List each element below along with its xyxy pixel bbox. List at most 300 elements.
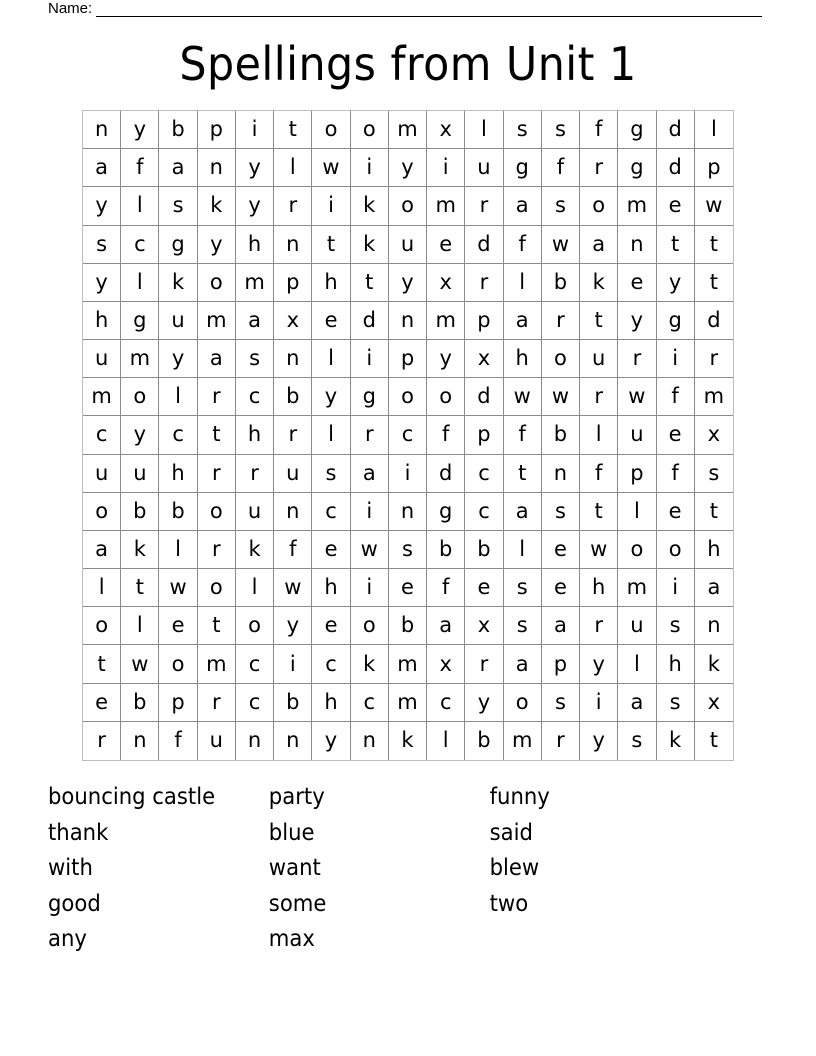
grid-cell[interactable]: y — [580, 645, 618, 683]
grid-cell[interactable]: w — [695, 187, 733, 225]
grid-cell[interactable]: d — [351, 302, 389, 340]
word-list-item: blue — [268, 819, 315, 846]
grid-cell[interactable]: t — [695, 264, 733, 302]
grid-cell[interactable]: h — [312, 569, 350, 607]
grid-cell[interactable]: k — [657, 722, 695, 760]
grid-cell[interactable]: s — [542, 187, 580, 225]
grid-cell[interactable]: y — [159, 340, 197, 378]
grid-cell[interactable]: i — [580, 684, 618, 722]
grid-cell[interactable]: b — [121, 493, 159, 531]
grid-cell[interactable]: l — [121, 264, 159, 302]
grid-cell[interactable]: l — [121, 187, 159, 225]
grid-cell[interactable]: o — [83, 493, 121, 531]
grid-cell[interactable]: m — [236, 264, 274, 302]
grid-cell[interactable]: f — [580, 455, 618, 493]
grid-cell[interactable]: a — [159, 149, 197, 187]
grid-cell[interactable]: x — [427, 111, 465, 149]
grid-cell[interactable]: i — [236, 111, 274, 149]
grid-cell[interactable]: i — [312, 187, 350, 225]
grid-cell[interactable]: b — [389, 607, 427, 645]
grid-cell[interactable]: r — [351, 416, 389, 454]
grid-cell[interactable]: m — [504, 722, 542, 760]
grid-cell[interactable]: y — [427, 340, 465, 378]
grid-cell[interactable]: b — [542, 264, 580, 302]
grid-cell[interactable]: l — [159, 531, 197, 569]
grid-cell[interactable]: o — [427, 378, 465, 416]
grid-cell[interactable]: t — [312, 226, 350, 264]
grid-cell[interactable]: u — [83, 340, 121, 378]
grid-cell[interactable]: w — [504, 378, 542, 416]
grid-cell[interactable]: r — [580, 607, 618, 645]
grid-cell[interactable]: y — [83, 264, 121, 302]
grid-cell[interactable]: e — [542, 569, 580, 607]
grid-cell[interactable]: s — [695, 455, 733, 493]
grid-cell[interactable]: w — [121, 645, 159, 683]
grid-cell[interactable]: p — [389, 340, 427, 378]
grid-cell[interactable]: f — [504, 226, 542, 264]
grid-cell[interactable]: k — [389, 722, 427, 760]
grid-cell[interactable]: f — [580, 111, 618, 149]
grid-cell[interactable]: b — [274, 378, 312, 416]
grid-cell[interactable]: m — [121, 340, 159, 378]
grid-cell[interactable]: w — [159, 569, 197, 607]
grid-cell[interactable]: d — [465, 226, 503, 264]
name-underline[interactable] — [96, 1, 762, 17]
grid-cell[interactable]: l — [695, 111, 733, 149]
grid-cell[interactable]: m — [198, 645, 236, 683]
grid-cell[interactable]: p — [465, 302, 503, 340]
grid-cell[interactable]: n — [198, 149, 236, 187]
grid-cell[interactable]: u — [83, 455, 121, 493]
grid-cell[interactable]: w — [274, 569, 312, 607]
grid-cell[interactable]: h — [312, 264, 350, 302]
grid-cell[interactable]: t — [198, 607, 236, 645]
grid-cell[interactable]: x — [427, 645, 465, 683]
grid-cell[interactable]: r — [465, 264, 503, 302]
grid-cell[interactable]: a — [504, 493, 542, 531]
grid-cell[interactable]: a — [236, 302, 274, 340]
grid-cell[interactable]: d — [657, 149, 695, 187]
grid-cell[interactable]: c — [83, 416, 121, 454]
grid-cell[interactable]: m — [198, 302, 236, 340]
grid-cell[interactable]: o — [389, 187, 427, 225]
grid-cell[interactable]: y — [618, 302, 656, 340]
grid-cell[interactable]: b — [159, 111, 197, 149]
grid-cell[interactable]: u — [618, 416, 656, 454]
grid-cell[interactable]: t — [580, 493, 618, 531]
grid-cell[interactable]: p — [695, 149, 733, 187]
word-list-item: funny — [489, 784, 550, 810]
word-search-grid[interactable] — [82, 110, 734, 761]
grid-cell[interactable]: o — [312, 111, 350, 149]
grid-cell[interactable]: x — [465, 340, 503, 378]
grid-cell[interactable]: a — [504, 187, 542, 225]
grid-cell[interactable]: a — [83, 149, 121, 187]
grid-cell[interactable]: s — [542, 684, 580, 722]
grid-cell[interactable]: s — [504, 607, 542, 645]
grid-cell[interactable]: i — [351, 493, 389, 531]
grid-cell[interactable]: c — [351, 684, 389, 722]
grid-cell[interactable]: l — [236, 569, 274, 607]
grid-cell[interactable]: l — [465, 111, 503, 149]
grid-cell[interactable]: t — [83, 645, 121, 683]
grid-cell[interactable]: l — [159, 378, 197, 416]
grid-cell[interactable]: i — [657, 569, 695, 607]
grid-cell[interactable]: t — [657, 226, 695, 264]
grid-cell[interactable]: l — [504, 264, 542, 302]
grid-cell[interactable]: c — [159, 416, 197, 454]
grid-cell[interactable]: t — [695, 226, 733, 264]
grid-cell[interactable]: b — [274, 684, 312, 722]
grid-cell[interactable]: r — [580, 378, 618, 416]
grid-cell[interactable]: m — [389, 684, 427, 722]
grid-cell[interactable]: y — [121, 416, 159, 454]
grid-cell[interactable]: s — [542, 493, 580, 531]
word-list-item: want — [268, 855, 321, 881]
grid-cell[interactable]: k — [236, 531, 274, 569]
grid-cell[interactable]: y — [121, 111, 159, 149]
grid-cell[interactable]: l — [618, 645, 656, 683]
grid-cell[interactable]: a — [695, 569, 733, 607]
grid-cell[interactable]: c — [236, 684, 274, 722]
grid-cell[interactable]: s — [618, 722, 656, 760]
grid-cell[interactable]: l — [504, 531, 542, 569]
grid-cell[interactable]: t — [274, 111, 312, 149]
grid-cell[interactable]: l — [274, 149, 312, 187]
grid-cell[interactable]: r — [618, 340, 656, 378]
grid-cell[interactable]: u — [465, 149, 503, 187]
grid-cell[interactable]: e — [465, 569, 503, 607]
grid-cell[interactable]: y — [236, 149, 274, 187]
grid-cell[interactable]: l — [83, 569, 121, 607]
grid-cell[interactable]: h — [83, 302, 121, 340]
grid-cell[interactable]: w — [312, 149, 350, 187]
grid-cell[interactable]: b — [465, 722, 503, 760]
grid-cell[interactable]: n — [236, 722, 274, 760]
grid-cell[interactable]: c — [312, 493, 350, 531]
grid-cell[interactable]: c — [465, 493, 503, 531]
grid-cell[interactable]: n — [351, 722, 389, 760]
grid-cell[interactable]: h — [695, 531, 733, 569]
grid-cell[interactable]: d — [695, 302, 733, 340]
word-list-empty — [490, 922, 711, 958]
grid-cell[interactable]: r — [465, 645, 503, 683]
grid-cell[interactable]: g — [121, 302, 159, 340]
grid-cell[interactable]: g — [618, 149, 656, 187]
grid-cell[interactable]: h — [504, 340, 542, 378]
grid-cell[interactable]: o — [389, 378, 427, 416]
grid-cell[interactable]: b — [159, 493, 197, 531]
grid-cell[interactable]: o — [351, 607, 389, 645]
grid-cell[interactable]: w — [618, 378, 656, 416]
grid-cell[interactable]: m — [427, 187, 465, 225]
grid-cell[interactable]: u — [389, 226, 427, 264]
grid-cell[interactable]: l — [618, 493, 656, 531]
grid-cell[interactable]: r — [695, 340, 733, 378]
grid-cell[interactable]: i — [389, 455, 427, 493]
grid-cell[interactable]: p — [198, 111, 236, 149]
grid-cell[interactable]: l — [312, 340, 350, 378]
word-list-item: with — [48, 855, 93, 881]
grid-cell[interactable]: i — [351, 149, 389, 187]
grid-cell[interactable]: m — [83, 378, 121, 416]
grid-cell[interactable]: o — [198, 493, 236, 531]
name-field[interactable] — [48, 0, 762, 17]
grid-cell[interactable]: k — [351, 187, 389, 225]
grid-cell[interactable]: s — [389, 531, 427, 569]
grid-cell[interactable]: m — [695, 378, 733, 416]
grid-cell[interactable]: s — [542, 111, 580, 149]
grid-cell[interactable]: i — [274, 645, 312, 683]
grid-cell[interactable]: o — [236, 607, 274, 645]
grid-cell[interactable]: o — [159, 645, 197, 683]
grid-cell[interactable]: a — [542, 607, 580, 645]
grid-cell[interactable]: e — [427, 226, 465, 264]
grid-cell[interactable]: h — [236, 226, 274, 264]
grid-cell[interactable]: h — [657, 645, 695, 683]
grid-cell[interactable]: u — [121, 455, 159, 493]
grid-cell[interactable]: s — [312, 455, 350, 493]
grid-cell[interactable]: o — [198, 569, 236, 607]
grid-cell[interactable]: n — [83, 111, 121, 149]
grid-cell[interactable]: f — [427, 569, 465, 607]
grid-cell[interactable]: h — [236, 416, 274, 454]
grid-cell[interactable]: r — [542, 302, 580, 340]
grid-cell[interactable]: x — [695, 416, 733, 454]
grid-cell[interactable]: r — [465, 187, 503, 225]
grid-cell[interactable]: e — [657, 187, 695, 225]
grid-cell[interactable]: p — [542, 645, 580, 683]
grid-cell[interactable]: b — [465, 531, 503, 569]
grid-cell[interactable]: u — [159, 302, 197, 340]
grid-cell[interactable]: r — [83, 722, 121, 760]
grid-cell[interactable]: c — [465, 455, 503, 493]
grid-cell[interactable]: w — [542, 378, 580, 416]
grid-cell[interactable]: t — [709, 728, 718, 753]
grid-cell[interactable]: a — [504, 302, 542, 340]
grid-cell[interactable]: n — [695, 607, 733, 645]
grid-cell[interactable]: b — [427, 531, 465, 569]
grid-cell[interactable]: n — [618, 226, 656, 264]
grid-cell[interactable]: o — [657, 531, 695, 569]
grid-cell[interactable]: n — [121, 722, 159, 760]
grid-cell[interactable]: u — [618, 607, 656, 645]
grid-cell[interactable]: o — [542, 340, 580, 378]
grid-cell[interactable]: x — [274, 302, 312, 340]
grid-cell[interactable]: i — [351, 569, 389, 607]
grid-cell[interactable]: a — [504, 645, 542, 683]
grid-cell[interactable]: e — [159, 607, 197, 645]
grid-cell[interactable]: a — [83, 531, 121, 569]
grid-cell[interactable]: n — [389, 493, 427, 531]
grid-cell[interactable]: n — [274, 722, 312, 760]
grid-cell[interactable]: f — [121, 149, 159, 187]
grid-cell[interactable]: w — [351, 531, 389, 569]
grid-cell[interactable]: b — [542, 416, 580, 454]
grid-cell[interactable]: l — [312, 416, 350, 454]
grid-cell[interactable]: x — [465, 607, 503, 645]
grid-cell[interactable]: r — [198, 378, 236, 416]
grid-cell[interactable]: c — [236, 645, 274, 683]
word-list-item: good — [48, 890, 101, 917]
grid-cell[interactable]: a — [198, 340, 236, 378]
grid-cell[interactable]: o — [351, 111, 389, 149]
grid-cell[interactable]: f — [657, 455, 695, 493]
grid-cell[interactable]: t — [695, 493, 733, 531]
grid-cell[interactable]: y — [580, 722, 618, 760]
grid-cell[interactable]: l — [580, 416, 618, 454]
grid-cell[interactable]: s — [657, 607, 695, 645]
grid-cell[interactable]: f — [657, 378, 695, 416]
grid-cell[interactable]: m — [389, 111, 427, 149]
grid-cell[interactable]: f — [159, 722, 197, 760]
grid-cell[interactable]: u — [236, 493, 274, 531]
grid-cell[interactable]: u — [580, 340, 618, 378]
grid-cell[interactable]: y — [312, 378, 350, 416]
grid-cell[interactable]: n — [389, 302, 427, 340]
page-title: Spellings from Unit 1 — [179, 37, 637, 91]
grid-cell[interactable]: t — [504, 455, 542, 493]
grid-cell[interactable]: c — [427, 684, 465, 722]
grid-cell[interactable]: c — [389, 416, 427, 454]
grid-cell[interactable]: i — [427, 149, 465, 187]
grid-cell[interactable]: o — [580, 187, 618, 225]
grid-cell[interactable]: e — [83, 684, 121, 722]
grid-cell[interactable]: y — [198, 226, 236, 264]
grid-cell[interactable]: y — [389, 264, 427, 302]
grid-cell[interactable]: g — [159, 226, 197, 264]
grid-cell[interactable]: r — [580, 149, 618, 187]
grid-cell[interactable]: g — [427, 493, 465, 531]
grid-cell[interactable]: r — [274, 187, 312, 225]
grid-cell[interactable]: k — [198, 187, 236, 225]
grid-cell[interactable]: m — [618, 187, 656, 225]
grid-cell[interactable]: y — [465, 684, 503, 722]
grid-cell[interactable]: r — [274, 416, 312, 454]
grid-cell[interactable]: r — [198, 455, 236, 493]
grid-cell[interactable]: g — [657, 302, 695, 340]
grid-cell[interactable]: k — [121, 531, 159, 569]
grid-cell[interactable]: t — [580, 302, 618, 340]
grid-cell[interactable]: y — [312, 722, 350, 760]
grid-cell[interactable]: u — [198, 722, 236, 760]
grid-cell[interactable]: d — [465, 378, 503, 416]
grid-cell[interactable]: t — [351, 264, 389, 302]
grid-cell[interactable]: b — [121, 684, 159, 722]
grid-cell[interactable]: c — [312, 645, 350, 683]
grid-cell[interactable]: l — [121, 607, 159, 645]
grid-cell[interactable]: f — [542, 149, 580, 187]
grid-cell[interactable]: s — [236, 340, 274, 378]
grid-cell[interactable]: w — [580, 531, 618, 569]
grid-cell[interactable]: h — [312, 684, 350, 722]
grid-cell[interactable]: g — [618, 111, 656, 149]
grid-cell[interactable]: u — [274, 455, 312, 493]
grid-cell[interactable]: e — [312, 607, 350, 645]
grid-cell[interactable]: y — [274, 607, 312, 645]
grid-cell[interactable]: x — [695, 684, 733, 722]
grid-cell[interactable]: e — [312, 531, 350, 569]
grid-cell[interactable]: a — [351, 455, 389, 493]
grid-cell[interactable]: e — [657, 493, 695, 531]
grid-cell[interactable]: m — [389, 645, 427, 683]
grid-cell[interactable]: d — [427, 455, 465, 493]
grid-cell[interactable]: s — [159, 187, 197, 225]
grid-cell[interactable]: h — [159, 455, 197, 493]
grid-cell[interactable]: k — [580, 264, 618, 302]
grid-cell[interactable]: r — [198, 531, 236, 569]
grid-cell[interactable]: p — [274, 264, 312, 302]
grid-cell[interactable]: y — [657, 264, 695, 302]
grid-cell[interactable]: r — [198, 684, 236, 722]
grid-cell[interactable]: e — [657, 416, 695, 454]
grid-cell[interactable]: k — [351, 226, 389, 264]
grid-cell[interactable]: s — [504, 111, 542, 149]
grid-cell[interactable]: l — [427, 722, 465, 760]
grid-cell[interactable]: e — [542, 531, 580, 569]
grid-cell[interactable]: n — [274, 340, 312, 378]
grid-cell[interactable]: a — [580, 226, 618, 264]
grid-cell[interactable]: t — [121, 569, 159, 607]
grid-cell[interactable]: i — [657, 340, 695, 378]
grid-cell[interactable]: x — [427, 264, 465, 302]
grid-cell[interactable]: m — [618, 569, 656, 607]
grid-cell[interactable]: f — [504, 416, 542, 454]
grid-cell[interactable]: y — [236, 187, 274, 225]
grid-cell[interactable]: n — [274, 226, 312, 264]
grid-cell[interactable]: f — [274, 531, 312, 569]
grid-cell[interactable]: y — [389, 149, 427, 187]
grid-cell[interactable]: a — [427, 607, 465, 645]
grid-cell[interactable]: o — [504, 684, 542, 722]
grid-cell[interactable]: n — [542, 455, 580, 493]
grid-cell[interactable]: k — [351, 645, 389, 683]
grid-cell[interactable]: m — [427, 302, 465, 340]
grid-cell[interactable]: s — [83, 226, 121, 264]
grid-cell[interactable]: a — [618, 684, 656, 722]
grid-cell[interactable]: g — [351, 378, 389, 416]
grid-cell[interactable]: k — [695, 645, 733, 683]
grid-cell[interactable]: c — [121, 226, 159, 264]
grid-cell[interactable]: e — [389, 569, 427, 607]
grid-cell[interactable]: f — [427, 416, 465, 454]
grid-cell[interactable]: o — [618, 531, 656, 569]
grid-cell[interactable]: h — [580, 569, 618, 607]
grid-cell[interactable]: w — [542, 226, 580, 264]
grid-cell[interactable]: p — [618, 455, 656, 493]
grid-cell[interactable]: s — [504, 569, 542, 607]
grid-cell[interactable]: o — [121, 378, 159, 416]
grid-cell[interactable]: k — [159, 264, 197, 302]
grid-cell[interactable]: t — [198, 416, 236, 454]
grid-cell[interactable]: y — [83, 187, 121, 225]
grid-cell[interactable]: d — [657, 111, 695, 149]
grid-cell[interactable]: o — [198, 264, 236, 302]
grid-cell[interactable]: g — [504, 149, 542, 187]
grid-cell[interactable]: i — [351, 340, 389, 378]
grid-cell[interactable]: o — [83, 607, 121, 645]
grid-cell[interactable]: r — [236, 455, 274, 493]
grid-cell[interactable]: e — [618, 264, 656, 302]
grid-cell[interactable]: c — [236, 378, 274, 416]
grid-cell[interactable]: p — [465, 416, 503, 454]
grid-cell[interactable]: p — [159, 684, 197, 722]
grid-cell[interactable]: s — [657, 684, 695, 722]
grid-cell[interactable]: e — [312, 302, 350, 340]
grid-cell[interactable]: r — [542, 722, 580, 760]
grid-cell[interactable]: n — [274, 493, 312, 531]
name-label: Name: — [48, 0, 93, 17]
